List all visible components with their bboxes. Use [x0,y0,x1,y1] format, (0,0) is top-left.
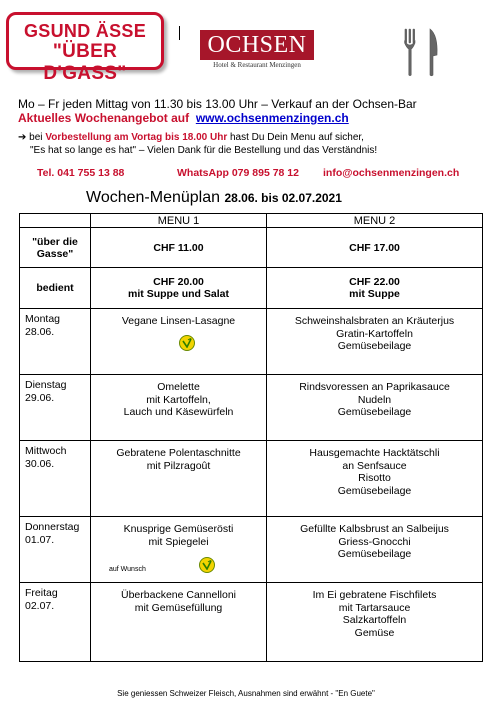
dish-cell-m2 [267,583,483,662]
dish-line: Im Ei gebratene Fischfilets [312,589,437,601]
day-cell [20,309,91,375]
dish-line: Gebratene Polentaschnitte [116,447,241,459]
price-menu-2-served-amount: CHF 22.00 [349,276,400,288]
day-date: 01.07. [25,534,55,546]
dish-line: Risotto [358,472,391,484]
price-menu-1-served-note: mit Suppe und Salat [128,288,229,300]
dish-line: Hausgemachte Hacktätschli [309,447,440,459]
logo-name: OCHSEN [200,30,314,60]
dish-cell-m1 [91,375,267,441]
dish-line: mit Pilzragoût [146,459,211,472]
header-menu-2: MENU 2 [267,214,483,228]
dish-line: Lauch und Käsewürfeln [123,406,234,418]
vegan-icon [199,557,215,573]
dish-line: Gratin-Kartoffeln [336,327,413,340]
day-day: Donnerstag [25,521,80,533]
opening-hours: Mo – Fr jeden Mittag von 11.30 bis 13.00 Uhr – Verkauf an der Ochsen-Bar [18,97,417,111]
day-day: Montag [25,313,61,325]
dish-cell-m2 [267,375,483,441]
on-request-note: auf Wunsch [109,566,146,573]
dish-line: Rindsvoressen an Paprikasauce [299,381,450,393]
dish-line: Vegane Linsen-Lasagne [121,315,236,327]
day-date: 28.06. [25,326,55,338]
ochsen-logo [200,30,318,72]
dish-line: mit Tartarsauce [338,601,411,614]
table-row [20,309,483,375]
dish-line: an Senfsauce [342,459,407,472]
day-day: Dienstag [25,379,67,391]
thank-you-line: "Es hat so lange es hat" – Vielen Dank für die Bestellung und das Verständnis! [30,145,378,156]
dish-line: Gemüsebeilage [337,406,412,418]
dish-line: Nudeln [357,393,392,406]
day-day: Mittwoch [25,445,67,457]
weekly-offer-line [18,111,349,125]
price-menu-2-served [267,268,483,309]
email-address[interactable]: info@ochsenmenzingen.ch [323,167,460,179]
header-menu-1: MENU 1 [91,214,267,228]
dish-line: Gemüsebeilage [337,484,412,497]
day-day: Freitag [25,587,58,599]
dish-line: Gefüllte Kalbsbrust an Salbeijus [300,523,449,535]
table-row [20,441,483,517]
header-empty [20,214,91,228]
dish-cell-m2 [267,309,483,375]
day-cell [20,375,91,441]
price-menu-1-served-amount: CHF 20.00 [153,276,204,288]
weekly-offer-text: Aktuelles Wochenangebot auf [18,111,190,125]
price-row-served [20,268,483,309]
dish-cell-m2 [267,441,483,517]
price-menu-2-served-note: mit Suppe [349,288,400,300]
title-dates: 28.06. bis 02.07.2021 [224,191,342,205]
footer-note: Sie geniessen Schweizer Fleisch, Ausnahmen sind erwähnt - "En Guete" [117,689,375,698]
dish-cell-m2 [267,517,483,583]
day-date: 29.06. [25,392,55,404]
day-date: 30.06. [25,458,55,470]
dish-line: Griess-Gnocchi [338,535,411,548]
preorder-line [18,132,364,143]
price-menu-1-served [91,268,267,309]
dish-line: Salzkartoffeln [342,614,407,626]
logo-subtitle: Hotel & Restaurant Menzingen [213,61,301,69]
dish-cell-m1 [91,583,267,662]
day-date: 02.07. [25,600,55,612]
arrow-right-icon: ➔ [18,132,27,143]
price-menu-2-takeaway: CHF 17.00 [267,228,483,268]
price-menu-1-takeaway: CHF 11.00 [91,228,267,268]
day-cell [20,517,91,583]
dish-line: Gemüse [354,626,395,639]
dish-cell-m1 [91,517,267,583]
price-row-takeaway [20,228,483,268]
preorder-deadline: Vorbestellung am Vortag bis 18.00 Uhr [45,132,228,143]
price-label-served: bedient [20,268,91,309]
fork-knife-icon [400,27,442,77]
header-divider [179,26,180,40]
dish-line: Schweinshalsbraten an Kräuterjus [294,315,455,327]
dish-cell-m1 [91,309,267,375]
dish-line: Gemüsebeilage [337,340,412,352]
table-row [20,375,483,441]
gsund-asse-stamp [6,12,164,84]
whatsapp-number[interactable]: WhatsApp 079 895 78 12 [177,167,299,179]
menu-table [19,213,483,662]
vegan-icon [179,335,195,351]
dish-line: mit Gemüsefüllung [134,601,223,614]
dish-line: Überbackene Cannelloni [121,589,236,601]
table-row [20,583,483,662]
stamp-line-2: "ÜBER D'GASS" [43,41,127,84]
table-header-row [20,214,483,228]
day-cell [20,583,91,662]
stamp-line-1: GSUND ÄSSE [23,21,147,41]
title-main: Wochen-Menüplan [86,189,221,206]
preorder-prefix: bei [29,132,43,143]
dish-line: mit Kartoffeln, [146,393,211,406]
day-cell [20,441,91,517]
dish-cell-m1 [91,441,267,517]
dish-line: Knusprige Gemüserösti [123,523,234,535]
price-label-takeaway: "über die Gasse" [20,228,91,268]
dish-line: Gemüsebeilage [337,548,412,560]
website-link[interactable]: www.ochsenmenzingen.ch [195,111,349,125]
dish-line: mit Spiegelei [148,535,209,548]
table-row [20,517,483,583]
preorder-rest: hast Du Dein Menu auf sicher, [230,132,364,143]
phone-number[interactable]: Tel. 041 755 13 88 [37,167,125,179]
page-title [86,189,342,207]
dish-line: Omelette [157,381,200,393]
